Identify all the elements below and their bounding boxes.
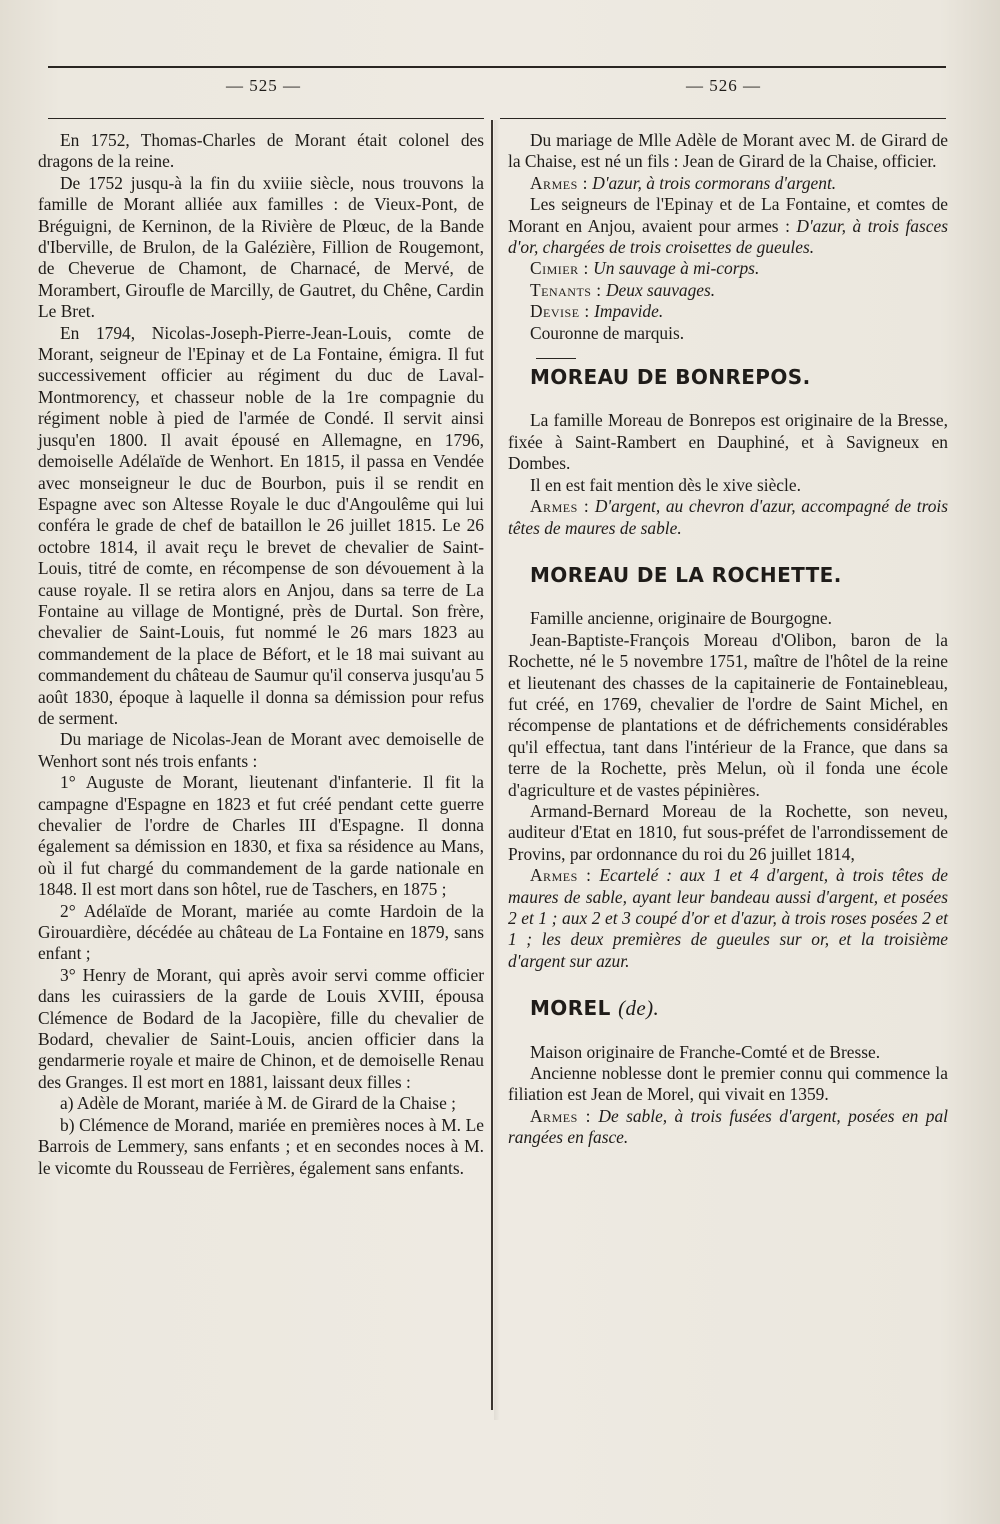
armes-text: D'azur, à trois cormorans d'argent.	[592, 172, 837, 193]
page-fold-shadow	[494, 120, 500, 1420]
tenants-line	[508, 280, 948, 301]
paragraph: De 1752 jusqu-à la fin du xviiie siècle, nous trouvons la famille de Morant alliée aux familles : de Vieux-Pont, de Bréguigni, de Kerninon, de la Rivière de Plœuc, de la Bande d'Iberville, de Brulon, de la Galézière, Fillion de Rougemont, de Cheverue de Chamont, de Charnacé, de Mervé, de Morambert, Giroufle de Marcilly, de Gautret, du Chêne, Cardin Le Bret.	[38, 172, 484, 322]
section-heading-bonrepos: MOREAU DE BONREPOS.	[530, 365, 811, 390]
devise-line	[508, 301, 948, 322]
couronne-line: Couronne de marquis.	[530, 322, 685, 343]
paragraph: Famille ancienne, originaire de Bourgogne.	[530, 608, 832, 629]
armes-text: Ecartelé : aux 1 et 4 d'argent, à trois têtes de maures de sable, ayant leur bandeau aussi d'argent, et posées 2 et 1 ; aux 2 et 3 coupé d'or et d'azur, à trois roses posées 2 et 1 ; les deux premières de gueules sur or, et la troisième d'argent sur azur.	[508, 865, 948, 971]
page-number-right: — 526 —	[686, 76, 761, 95]
blazon-text: D'azur, à trois fasces d'or, chargées de trois croisettes de gueules.	[508, 215, 948, 258]
heading-main: MOREL	[530, 996, 611, 1021]
list-item: 3° Henry de Morant, qui après avoir servi comme officier dans les cuirassiers de la garde de Louis XVIII, épousa Clémence de Bodard de la Jacopière, fille du chevalier de Bodard, chevalier de Saint-Louis, ancien officier dans la gendarmerie royale et maire de Chinon, et de demoiselle Renau des Granges. Il est mort en 1881, laissant deux filles :	[38, 964, 484, 1092]
paragraph	[508, 194, 948, 258]
armes-text: D'argent, au chevron d'azur, accompagné de trois têtes de maures de sable.	[508, 496, 948, 538]
cimier-text: Un sauvage à mi-corps.	[593, 258, 760, 279]
column-divider	[491, 120, 493, 1410]
list-item: b) Clémence de Morand, mariée en premières noces à M. Le Barrois de Lemmery, sans enfants ; et en secondes noces à M. le vicomte du Rousseau de Ferrières, également sans enfants.	[38, 1114, 484, 1178]
tenants-label: Tenants :	[530, 279, 602, 300]
paragraph: En 1794, Nicolas-Joseph-Pierre-Jean-Louis, comte de Morant, seigneur de l'Epinay et de La Fontaine, émigra. Il fut successivement officier au régiment du duc de Laval-Montmorency, et chasseur noble de la 1re compagnie du régiment noble à pied de l'armée de Condé. Il servit ainsi jusqu'en 1800. Il avait épousé en Allemagne, en 1796, demoiselle Adélaïde de Wenhort. En 1815, il passa en Vendée avec monseigneur le duc de Bourbon, puis il se rendit en Espagne avec son Altesse Royale le duc d'Angoulême qui lui conféra le grade de chef de bataillon le 26 juillet 1815. Le 26 octobre 1814, il avait reçu le brevet de chevalier de Saint-Louis, titré de comte, en récompense de son dévouement à la cause royale. Il se retira alors en Anjou, dans sa terre de La Fontaine au village de Montigné, près de Durtal. Son frère, chevalier de Saint-Louis, fut nommé le 26 mars 1823 au commandement de la place de Béfort, et le 18 mai suivant au commandement du château de Saumur qu'il conserva jusqu'au 5 août 1830, époque à laquelle il donna sa démission pour refus de serment.	[38, 322, 484, 728]
armes-label: Armes :	[530, 865, 592, 886]
list-item: 2° Adélaïde de Morant, mariée au comte Hardoin de la Girouardière, décédée au château de La Fontaine en 1879, sans enfant ;	[38, 900, 484, 964]
paragraph: Il en est fait mention dès le xive siècle.	[530, 474, 801, 495]
paragraph: Du mariage de Nicolas-Jean de Morant avec demoiselle de Wenhort sont nés trois enfants :	[38, 729, 484, 771]
page-number-left: — 525 —	[226, 76, 301, 95]
heading-particle: (de).	[618, 996, 660, 1021]
devise-text: Impavide.	[594, 301, 664, 322]
list-item: 1° Auguste de Morant, lieutenant d'infanterie. Il fit la campagne d'Espagne en 1823 et fut créé pendant cette guerre chevalier de l'ordre de Charles III d'Espagne. Il donna également sa démission en 1830, et fixa sa résidence au Mans, où il fut chargé du commandement de la garde nationale en 1848. Il est mort dans son hôtel, rue de Taschers, en 1875 ;	[38, 772, 484, 900]
paragraph: Du mariage de Mlle Adèle de Morant avec M. de Girard de la Chaise, est né un fils : Jean de Girard de la Chaise, officier.	[508, 130, 948, 172]
cimier-label: Cimier :	[530, 258, 589, 279]
armes-line	[508, 496, 948, 539]
armes-line	[508, 173, 948, 194]
armes-text: De sable, à trois fusées d'argent, posées en pal rangées en fasce.	[508, 1105, 948, 1148]
top-rule	[48, 66, 946, 68]
devise-label: Devise :	[530, 301, 590, 322]
armes-line	[508, 1106, 948, 1149]
paragraph: Armand-Bernard Moreau de la Rochette, son neveu, auditeur d'Etat en 1810, fut sous-préfet de l'arrondissement de Provins, par ordonnance du roi du 26 juillet 1814,	[508, 800, 948, 864]
paragraph: Jean-Baptiste-François Moreau d'Olibon, baron de la Rochette, né le 5 novembre 1751, maître de l'hôtel de la reine et lieutenant des chasses de la capitainerie de Fontainebleau, fut créé, en 1769, chevalier de l'ordre de Saint Michel, en récompense de plantations et de défrichements considérables qu'il effectua, tant dans l'intérieur de la France, que dans sa terre de la Rochette, près Melun, où il fonda une école d'agriculture et de vastes pépinières.	[508, 629, 948, 800]
paragraph: En 1752, Thomas-Charles de Morant était colonel des dragons de la reine.	[38, 130, 484, 172]
paragraph: Ancienne noblesse dont le premier connu qui commence la filiation est Jean de Morel, qui vivait en 1359.	[508, 1063, 948, 1105]
armes-line	[508, 865, 948, 972]
header-rule-right	[500, 118, 946, 119]
paragraph: La famille Moreau de Bonrepos est originaire de la Bresse, fixée à Saint-Rambert en Dauphiné, et à Savigneux en Dombes.	[508, 410, 948, 474]
armes-label: Armes :	[530, 496, 590, 517]
paragraph-text: Les seigneurs de l'Epinay et de La Fontaine, et comtes de Morant en Anjou, avaient pour armes :	[508, 194, 948, 236]
paragraph: Maison originaire de Franche-Comté et de Bresse.	[530, 1041, 881, 1062]
section-heading-morel	[508, 998, 948, 1019]
armes-label: Armes :	[530, 172, 588, 193]
list-item: a) Adèle de Morant, mariée à M. de Girard de la Chaise ;	[60, 1093, 456, 1114]
cimier-line	[508, 258, 948, 279]
left-column	[38, 130, 484, 1179]
armes-label: Armes :	[530, 1105, 591, 1126]
section-heading-rochette: MOREAU DE LA ROCHETTE.	[530, 562, 842, 587]
right-column	[508, 130, 948, 1149]
header-rule-left	[48, 118, 484, 119]
tenants-text: Deux sauvages.	[606, 279, 716, 300]
